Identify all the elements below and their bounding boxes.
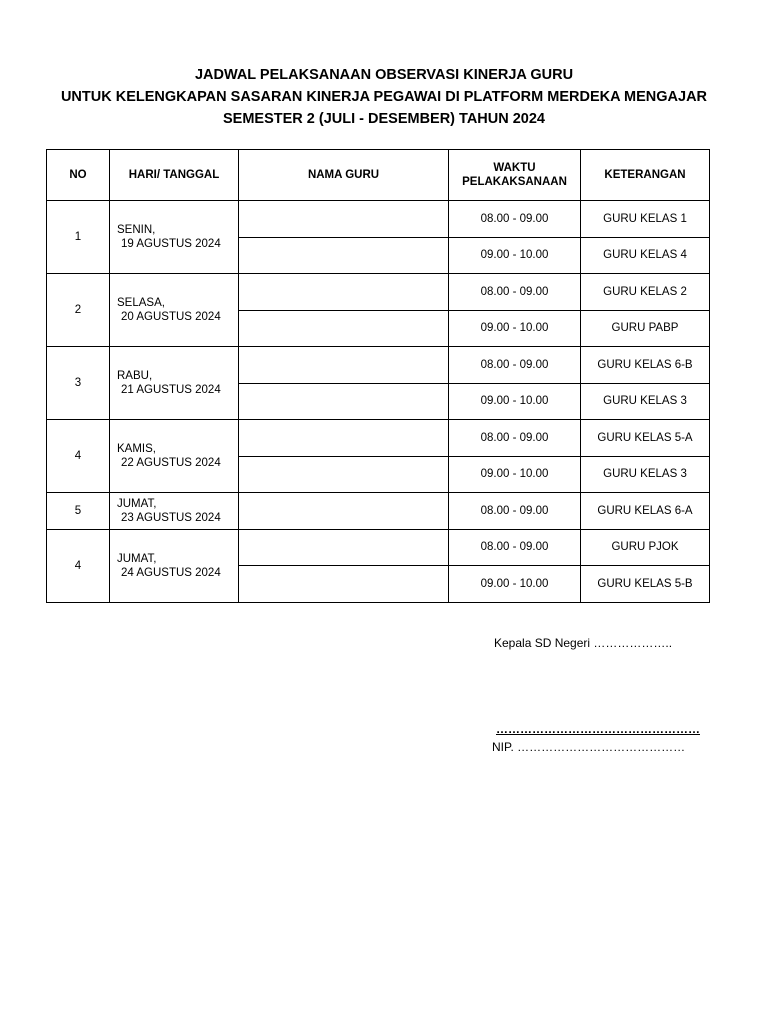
- cell-no: 2: [47, 274, 110, 347]
- cell-teacher-name: [239, 310, 449, 347]
- header-time-line1: WAKTU: [493, 162, 536, 174]
- cell-time: 09.00 - 10.00: [449, 237, 581, 274]
- cell-day-date: [110, 201, 239, 274]
- day-label: SENIN,: [117, 224, 156, 236]
- date-label: 20 AGUSTUS 2024: [121, 311, 221, 323]
- table-row: [47, 347, 710, 384]
- day-label: SELASA,: [117, 297, 165, 309]
- schedule-table: [46, 149, 710, 603]
- cell-day-date: [110, 493, 239, 530]
- cell-time: 09.00 - 10.00: [449, 310, 581, 347]
- day-label: KAMIS,: [117, 443, 156, 455]
- cell-teacher-name: [239, 456, 449, 493]
- cell-time: 08.00 - 09.00: [449, 420, 581, 457]
- cell-keterangan: GURU PABP: [581, 310, 710, 347]
- cell-keterangan: GURU KELAS 5-A: [581, 420, 710, 457]
- cell-teacher-name: [239, 493, 449, 530]
- cell-keterangan: GURU KELAS 6-B: [581, 347, 710, 384]
- table-row: [47, 274, 710, 311]
- cell-day-date: [110, 347, 239, 420]
- header-ket: KETERANGAN: [581, 150, 710, 201]
- table-body: [47, 201, 710, 603]
- header-name: NAMA GURU: [239, 150, 449, 201]
- cell-time: 09.00 - 10.00: [449, 456, 581, 493]
- cell-teacher-name: [239, 566, 449, 603]
- title-line-3: SEMESTER 2 (JULI - DESEMBER) TAHUN 2024: [222, 111, 545, 127]
- cell-no: 4: [47, 529, 110, 602]
- signature-name-line: ……………………………………………: [496, 722, 700, 736]
- cell-keterangan: GURU KELAS 2: [581, 274, 710, 311]
- cell-teacher-name: [239, 420, 449, 457]
- header-time: [449, 150, 581, 201]
- cell-time: 09.00 - 10.00: [449, 566, 581, 603]
- cell-day-date: [110, 420, 239, 493]
- table-header-row: [47, 150, 710, 201]
- cell-teacher-name: [239, 201, 449, 238]
- day-label: JUMAT,: [117, 497, 157, 510]
- day-label: JUMAT,: [117, 552, 157, 565]
- header-time-line2: PELAKAKSANAAN: [462, 176, 567, 188]
- cell-no: 1: [47, 201, 110, 274]
- cell-keterangan: GURU PJOK: [581, 529, 710, 566]
- cell-teacher-name: [239, 237, 449, 274]
- date-label: 21 AGUSTUS 2024: [121, 384, 221, 396]
- cell-day-date: [110, 529, 239, 602]
- day-label: RABU,: [117, 370, 153, 382]
- title-line-1: JADWAL PELAKSANAAN OBSERVASI KINERJA GURU: [194, 67, 574, 83]
- cell-time: 09.00 - 10.00: [449, 383, 581, 420]
- date-label: 23 AGUSTUS 2024: [121, 511, 221, 524]
- cell-time: 08.00 - 09.00: [449, 201, 581, 238]
- cell-time: 08.00 - 09.00: [449, 274, 581, 311]
- cell-no: 4: [47, 420, 110, 493]
- cell-time: 08.00 - 09.00: [449, 347, 581, 384]
- cell-teacher-name: [239, 347, 449, 384]
- cell-keterangan: GURU KELAS 3: [581, 456, 710, 493]
- cell-time: 08.00 - 09.00: [449, 493, 581, 530]
- cell-keterangan: GURU KELAS 6-A: [581, 493, 710, 530]
- cell-teacher-name: [239, 274, 449, 311]
- cell-keterangan: GURU KELAS 5-B: [581, 566, 710, 603]
- header-day: HARI/ TANGGAL: [110, 150, 239, 201]
- cell-keterangan: GURU KELAS 1: [581, 201, 710, 238]
- table-row: [47, 529, 710, 566]
- date-label: 24 AGUSTUS 2024: [121, 566, 221, 579]
- signature-nip: NIP. ……………………………………: [492, 740, 686, 754]
- cell-keterangan: GURU KELAS 4: [581, 237, 710, 274]
- title-line-2: UNTUK KELENGKAPAN SASARAN KINERJA PEGAWAI DI PLATFORM MERDEKA MENGAJAR: [60, 89, 708, 105]
- cell-no: 3: [47, 347, 110, 420]
- table-row: [47, 493, 710, 530]
- date-label: 22 AGUSTUS 2024: [121, 457, 221, 469]
- cell-time: 08.00 - 09.00: [449, 529, 581, 566]
- table-row: [47, 201, 710, 238]
- document-title: [0, 64, 768, 130]
- cell-keterangan: GURU KELAS 3: [581, 383, 710, 420]
- header-no: NO: [47, 150, 110, 201]
- cell-teacher-name: [239, 529, 449, 566]
- cell-teacher-name: [239, 383, 449, 420]
- signature-kepala: Kepala SD Negeri ………………..: [494, 636, 673, 650]
- cell-no: 5: [47, 493, 110, 530]
- cell-day-date: [110, 274, 239, 347]
- table-row: [47, 420, 710, 457]
- date-label: 19 AGUSTUS 2024: [121, 238, 221, 250]
